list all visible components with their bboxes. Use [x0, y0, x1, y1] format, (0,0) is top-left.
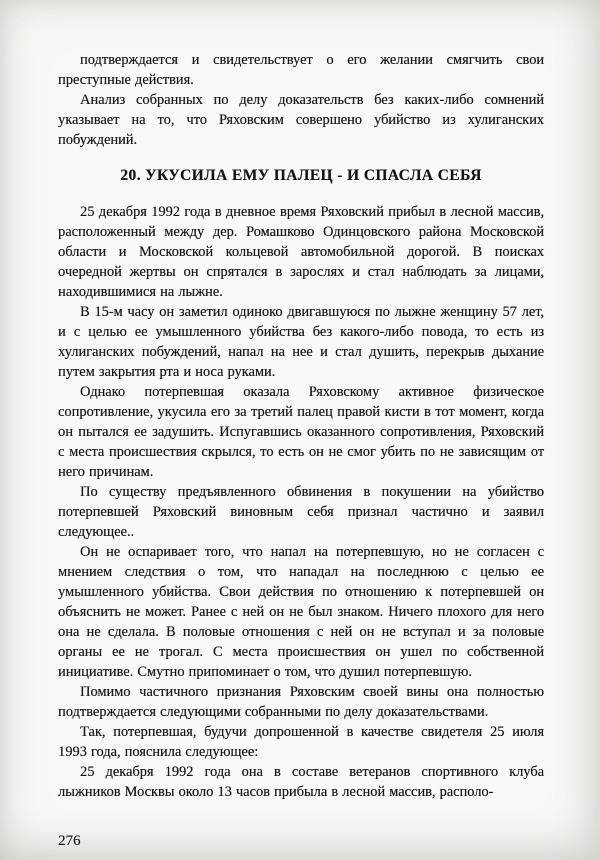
paragraph: 25 декабря 1992 года она в составе ветеранов спортивного клуба лыжников Москвы около 13 часов прибыла в лесной массив, располо-	[58, 764, 544, 800]
paragraph: Однако потерпевшая оказала Ряховскому активное физическое сопротивление, укусила его за третий палец правой кисти в тот момент, когда он пытался ее задушить. Испугавшись оказанного сопротивления, Ряховский с места происшествия скрылся, то есть он не смог убить по не зависящим от него причинам.	[58, 384, 544, 480]
paragraph: Так, потерпевшая, будучи допрошенной в качестве свидетеля 25 июля 1993 года, пояснила следующее:	[58, 724, 544, 760]
paragraph: Он не оспаривает того, что напал на потерпевшую, но не согласен с мнением следствия о том, что нападал на последнюю с целью ее умышленного убийства. Свои действия по отношению к потерпевшей он объяснить не может. Ранее с ней он не был знаком. Ничего плохого для него она не сделала. В половые отношения с ней он не вступал и за половые органы ее не трогал. С места происшествия он ушел по собственной инициативе. Смутно припоминает о том, что душил потерпевшую.	[58, 544, 544, 680]
section-heading: 20. УКУСИЛА ЕМУ ПАЛЕЦ - И СПАСЛА СЕБЯ	[120, 167, 482, 184]
paragraph: Помимо частичного признания Ряховским своей вины она полностью подтверждается следующими собранными по делу доказательствами.	[58, 684, 544, 720]
paragraph: подтверждается и свидетельствует о его желании смягчить свои преступные действия.	[58, 52, 544, 88]
paragraph: Анализ собранных по делу доказательств без каких-либо сомнений указывает на то, что Ряховским совершено убийство из хулиганских побуждений.	[58, 92, 544, 148]
paragraph: 25 декабря 1992 года в дневное время Ряховский прибыл в лесной массив, расположенный между дер. Ромашково Одинцовского района Московской области и Московской кольцевой автомобильной дорогой. В поисках очередной жертвы он спрятался в зарослях и стал наблюдать за лицами, находившимися на лыжне.	[58, 204, 544, 300]
page-content	[58, 50, 544, 802]
paragraph: По существу предъявленного обвинения в покушении на убийство потерпевшей Ряховский виновным себя признал частично и заявил следующее..	[58, 484, 544, 540]
paragraph: В 15-м часу он заметил одиноко двигавшуюся по лыжне женщину 57 лет, и с целью ее умышленного убийства без какого-либо повода, то есть из хулиганских побуждений, напал на нее и стал душить, перекрыв дыхание путем закрытия рта и носа руками.	[58, 304, 544, 380]
page-number: 276	[58, 833, 81, 849]
